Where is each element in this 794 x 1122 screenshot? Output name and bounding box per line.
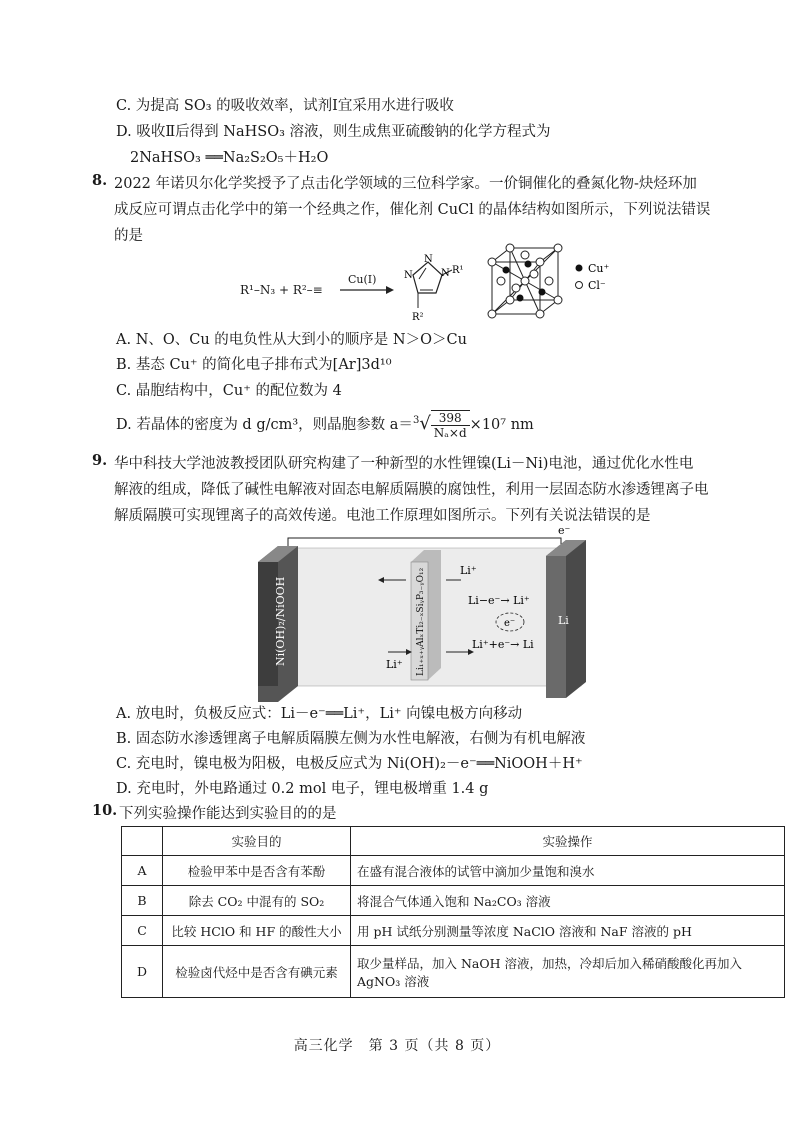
fraction-denominator: Nₐ×d [433,426,467,440]
row-goal: 除去 CO₂ 中混有的 SO₂ [163,886,351,916]
q10-number: 10. [92,802,118,819]
fraction [431,410,470,440]
q8-option-b: B. 基态 Cu⁺ 的简化电子排布式为[Ar]3d¹⁰ [116,357,392,373]
table-row [122,856,785,886]
q8-option-a: A. N、O、Cu 的电负性从大到小的顺序是 N＞O＞Cu [116,332,467,348]
ring-n3: N [441,268,450,279]
row-id: D [122,946,163,998]
row-id: C [122,916,163,946]
electron-label: e⁻ [558,524,571,537]
q9-stem-line2: 解液的组成，降低了碱性电解液对固态电解质隔膜的腐蚀性，利用一层固态防水渗透锂离子电 [114,482,709,498]
row-operation: 在盛有混合液体的试管中滴加少量饱和溴水 [351,856,785,886]
header-id [122,827,163,856]
q7-option-d: D. 吸收Ⅱ后得到 NaHSO₃ 溶液，则生成焦亚硫酸钠的化学方程式为 [116,124,551,140]
q9-number: 9. [92,452,108,469]
fraction-numerator: 398 [431,411,470,426]
q9-option-c: C. 充电时，镍电极为阳极，电极反应式为 Ni(OH)₂－e⁻══NiOOH＋H⁺ [116,756,583,772]
row-operation: 用 pH 试纸分别测量等浓度 NaClO 溶液和 NaF 溶液的 pH [351,916,785,946]
q8-option-d-unit: ×10⁷ nm [469,417,534,433]
q10-stem: 下列实验操作能达到实验目的的是 [119,806,337,822]
li-ion-bottom: Li⁺ [386,658,403,671]
q8-option-d [116,410,534,440]
charge-reaction: Li⁺+e⁻→ Li [472,638,534,651]
ring-n2: N [424,254,433,265]
q8-number: 8. [92,172,108,189]
experiment-table [121,826,785,998]
q7-equation: 2NaHSO₃ ══Na₂S₂O₅＋H₂O [130,150,329,166]
ring-r1: R¹ [452,265,464,276]
reaction-reactants: R¹–N₃ + R²–≡ [240,283,323,297]
q9-option-d: D. 充电时，外电路通过 0.2 mol 电子，锂电极增重 1.4 g [116,781,489,797]
row-goal: 比较 HClO 和 HF 的酸性大小 [163,916,351,946]
q7-option-c: C. 为提高 SO₃ 的吸收效率，试剂Ⅰ宜采用水进行吸收 [116,98,454,114]
row-goal: 检验甲苯中是否含有苯酚 [163,856,351,886]
row-goal: 检验卤代烃中是否含有碘元素 [163,946,351,998]
ring-n1: N [404,270,413,281]
q9-stem-line1: 华中科技大学池波教授团队研究构建了一种新型的水性锂镍(Li－Ni)电池，通过优化水性电 [114,456,694,472]
q9-stem-line3: 解质隔膜可实现锂离子的高效传递。电池工作原理如图所示。下列有关说法错误的是 [114,508,651,524]
li-ion-top: Li⁺ [460,564,477,577]
legend-cu: Cu⁺ [588,262,610,275]
q8-stem-line3: 的是 [114,228,143,244]
ring-r2: R² [412,312,424,323]
q8-stem-line2: 成反应可谓点击化学中的第一个经典之作，催化剂 CuCl 的晶体结构如图所示，下列说法错误 [114,202,711,218]
electrode-left-label: Ni(OH)₂/NiOOH [274,576,287,666]
row-operation: 将混合气体通入饱和 Na₂CO₃ 溶液 [351,886,785,916]
header-goal: 实验目的 [163,827,351,856]
electron-cycle-label: e⁻ [504,618,516,629]
reaction-catalyst: Cu(I) [348,273,377,286]
battery-diagram [256,524,586,696]
legend-cl: Cl⁻ [588,279,606,292]
header-operation: 实验操作 [351,827,785,856]
row-id: B [122,886,163,916]
page-footer: 高三化学 第 3 页（共 8 页） [293,1038,501,1054]
table-header-row [122,827,785,856]
row-id: A [122,856,163,886]
table-row [122,886,785,916]
q8-option-c: C. 晶胞结构中，Cu⁺ 的配位数为 4 [116,383,342,399]
root-index: 3 [412,415,420,427]
q9-option-a: A. 放电时，负极反应式：Li－e⁻══Li⁺，Li⁺ 向镍电极方向移动 [116,706,523,722]
q8-stem-line1: 2022 年诺贝尔化学奖授予了点击化学领域的三位科学家。一价铜催化的叠氮化物-炔烃环加 [114,176,697,192]
q9-option-b: B. 固态防水渗透锂离子电解质隔膜左侧为水性电解液，右侧为有机电解液 [116,731,586,747]
membrane-label: Li₁₊ₓ₊ᵧAlₓTi₂₋ₓSiᵧP₃₋ᵧO₁₂ [416,567,426,676]
table-row [122,916,785,946]
q8-option-d-text: D. 若晶体的密度为 d g/cm³，则晶胞参数 a＝ [116,417,413,433]
discharge-reaction: Li−e⁻→ Li⁺ [468,594,530,607]
triazole-ring [413,262,442,293]
row-operation: 取少量样品，加入 NaOH 溶液，加热，冷却后加入稀硝酸酸化再加入 AgNO₃ 溶液 [351,946,785,998]
table-row [122,946,785,998]
click-reaction-diagram [0,0,794,330]
electrode-right-label: Li [558,614,569,627]
sqrt-sign: √ [419,413,431,434]
